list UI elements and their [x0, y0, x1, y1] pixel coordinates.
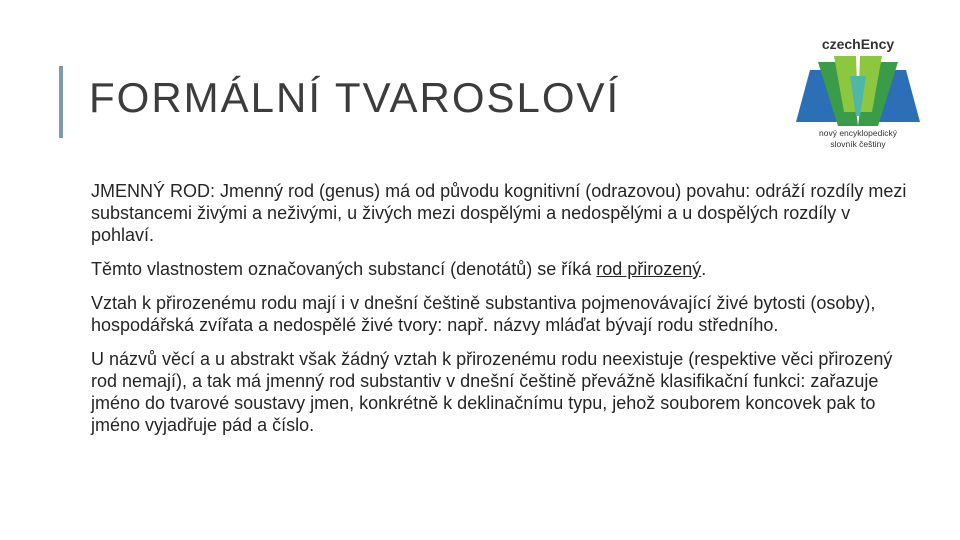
logo-tagline	[788, 128, 928, 150]
logo-tagline-line2: slovník češtiny	[830, 139, 886, 149]
czechency-logo	[788, 30, 928, 158]
slide-body	[91, 180, 911, 448]
paragraph-nazvy-veci: U názvů věcí a u abstrakt však žádný vztah k přirozenému rodu neexistuje (respektive věci přirozený rod nemají), a tak má jmenný rod substantiv v dnešní češtině převážně klasifikační funkci: zařazuje jméno do tvarové soustavy jmen, konkrétně k deklinačnímu typu, jehož souborem koncovek pak to jméno vyjadřuje pád a číslo.	[91, 349, 893, 435]
underlined-term: rod přirozený	[596, 259, 702, 279]
logo-name: czechEncy	[821, 36, 895, 52]
open-book-icon	[794, 56, 922, 128]
paragraph-text-after: .	[701, 259, 707, 279]
title-accent-bar	[59, 66, 63, 138]
slide-title: FORMÁLNÍ TVAROSLOVÍ	[89, 74, 621, 121]
paragraph-jmenny-rod: JMENNÝ ROD: Jmenný rod (genus) má od původu kognitivní (odrazovou) povahu: odráží rozdíly mezi substancemi živými a neživými, u živých mezi dospělými a nedospělými a u dospělých rozdíly v pohlaví.	[91, 181, 907, 245]
paragraph-vztah: Vztah k přirozenému rodu mají i v dnešní češtině substantiva pojmenovávající živé bytosti (osoby), hospodářská zvířata a nedospělé živé tvory: např. názvy mláďat bývají rodu středního.	[91, 293, 876, 335]
paragraph-text-before: Těmto vlastnostem označovaných substancí (denotátů) se říká	[91, 259, 597, 279]
logo-tagline-line1: nový encyklopedický	[819, 128, 897, 138]
paragraph-rod-prirozeny	[91, 258, 911, 280]
